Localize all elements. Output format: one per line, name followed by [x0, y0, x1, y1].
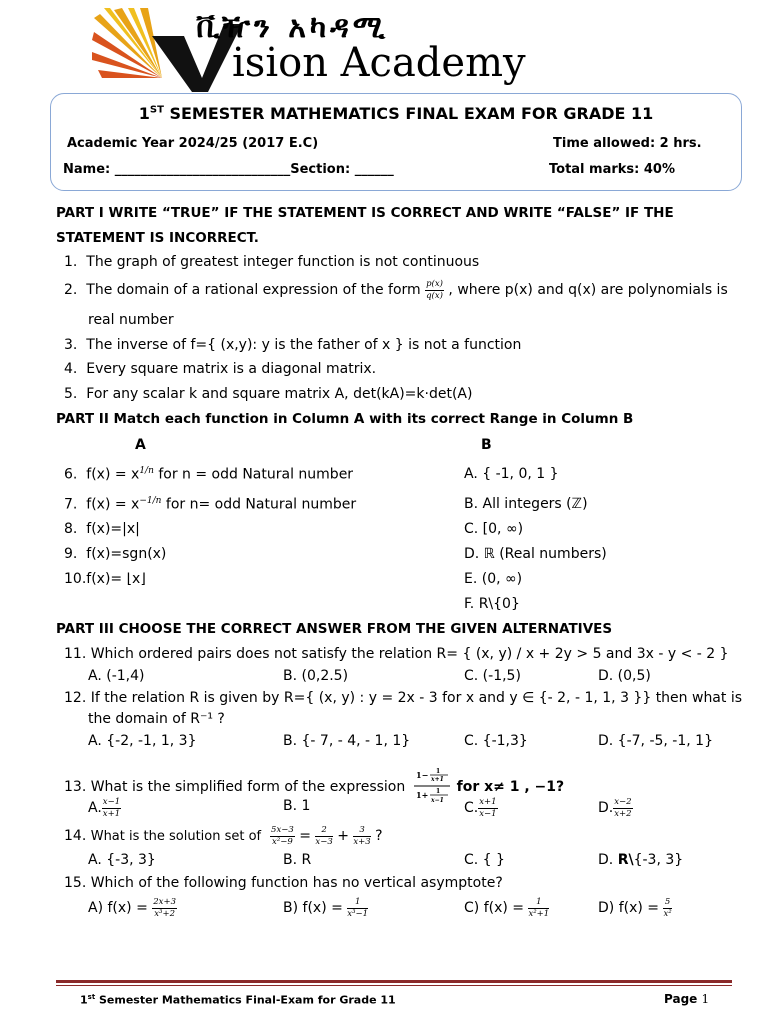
- svg-text:1: 1: [436, 768, 441, 775]
- option-f-range: F. R\{0}: [464, 596, 520, 612]
- footer-divider-thin: [56, 985, 732, 986]
- question-4: 4. Every square matrix is a diagonal matrix.: [64, 361, 377, 377]
- q13-choice-a: A. $\frac{x-1}{x+1}$: [88, 797, 121, 819]
- option-b-range: B. All integers (ℤ): [464, 496, 588, 512]
- q13-choice-b: B. 1: [283, 798, 311, 814]
- svg-text:1: 1: [436, 788, 441, 795]
- logo-english-text: ision Academy: [232, 40, 526, 86]
- question-6: 6. $f(x) = x^{1/n}$ for n = odd Natural number: [64, 466, 354, 483]
- q14-choice-b: B. R: [283, 852, 312, 868]
- column-a-header: A: [135, 437, 146, 453]
- q15-choice-a: A) f(x) = $\frac{2x+3}{\text{x³+2}}$: [88, 897, 176, 919]
- question-15: 15. Which of the following function has no vertical asymptote?: [64, 875, 503, 891]
- page-number: Page 1: [664, 992, 710, 1006]
- q13-choice-c: C. $\frac{x+1}{x-1}$: [464, 797, 497, 819]
- exam-header-box: [50, 93, 742, 191]
- q12-choice-c: C. {-1,3}: [464, 733, 528, 749]
- question-2: 2. The domain of a rational expression of the form $\frac{p(x)}{q(x)}$ , where p(x) and q(x) are polynomials is: [64, 279, 728, 301]
- svg-text:1−: 1−: [416, 770, 429, 780]
- option-c-range: C. [0, ∞): [464, 521, 524, 537]
- q11-choice-d: D. (0,5): [598, 668, 651, 684]
- column-b-header: B: [481, 437, 492, 453]
- option-d-range: D. ℝ (Real numbers): [464, 546, 607, 562]
- q13-compound-fraction: [414, 766, 452, 808]
- question-12: 12. If the relation R is given by R={ (x, y) : y = 2x - 3 for x and y ∈ {- 2, - 1, 1, 3 }} then what is: [64, 690, 743, 706]
- academic-year: Academic Year 2024/25 (2017 E.C): [67, 136, 319, 151]
- svg-text:x−1: x−1: [431, 797, 444, 804]
- part3-heading: PART III CHOOSE THE CORRECT ANSWER FROM THE GIVEN ALTERNATIVES: [56, 621, 613, 637]
- question-12-continued: the domain of R⁻¹ ?: [88, 711, 225, 727]
- question-10: 10.f(x)= ⌊x⌋: [64, 571, 146, 587]
- q13-choice-d: D. $\frac{x-2}{x+2}$: [598, 797, 632, 819]
- question-7: 7. $f(x) = x^{-1/n}$ for n= odd Natural number: [64, 496, 357, 513]
- question-9: 9. f(x)=sgn(x): [64, 546, 167, 562]
- fraction-p-over-q: $\frac{p(x)}{q(x)}$: [426, 279, 443, 301]
- q15-choice-c: C) f(x) = $\frac{1}{\text{x²+1}}$: [464, 897, 550, 919]
- part2-heading: PART II Match each function in Column A with its correct Range in Column B: [56, 411, 634, 427]
- part1-heading-line2: STATEMENT IS INCORRECT.: [56, 230, 259, 246]
- question-3: 3. The inverse of f={ (x,y): y is the father of x } is not a function: [64, 337, 522, 353]
- question-5: 5. For any scalar k and square matrix A, det(kA)=k·det(A): [64, 386, 473, 402]
- footer-divider-thick: [56, 980, 732, 983]
- total-marks: Total marks: 40%: [549, 162, 675, 177]
- svg-text:x+1: x+1: [431, 776, 444, 783]
- svg-text:1+: 1+: [416, 790, 429, 800]
- exam-title: 1ST SEMESTER MATHEMATICS FINAL EXAM FOR GRADE 11: [138, 104, 654, 123]
- question-13: 13. What is the simplified form of the expression 1− 1 x+1 1+ 1 x−1 for x≠ 1 , −1?: [64, 766, 564, 808]
- option-e-range: E. (0, ∞): [464, 571, 523, 587]
- question-1: 1. The graph of greatest integer function is not continuous: [64, 254, 480, 270]
- q11-choice-b: B. (0,2.5): [283, 668, 349, 684]
- logo-amharic-text: ቪዥን አካዳሚ: [196, 10, 389, 45]
- q12-choice-a: A. {-2, -1, 1, 3}: [88, 733, 197, 749]
- q11-choice-a: A. (-1,4): [88, 668, 145, 684]
- option-a-range: A. { -1, 0, 1 }: [464, 466, 559, 482]
- q14-choice-a: A. {-3, 3}: [88, 852, 156, 868]
- question-8: 8. f(x)=|x|: [64, 521, 140, 537]
- q11-choice-c: C. (-1,5): [464, 668, 521, 684]
- part1-heading-line1: PART I WRITE “TRUE” IF THE STATEMENT IS CORRECT AND WRITE “FALSE” IF THE: [56, 205, 674, 221]
- q12-choice-b: B. {- 7, - 4, - 1, 1}: [283, 733, 411, 749]
- q14-choice-c: C. { }: [464, 852, 505, 868]
- question-2-continued: real number: [88, 312, 174, 328]
- time-allowed: Time allowed: 2 hrs.: [553, 136, 702, 151]
- question-11: 11. Which ordered pairs does not satisfy the relation R= { (x, y) / x + 2y > 5 and 3x - y < - 2 }: [64, 646, 729, 662]
- q15-choice-b: B) f(x) = $\frac{1}{\text{x³−1}}$: [283, 897, 369, 919]
- name-section-field: Name: ___________________________Section: ______: [63, 162, 394, 177]
- q12-choice-d: D. {-7, -5, -1, 1}: [598, 733, 713, 749]
- q15-choice-d: D) f(x) = $\frac{5}{\text{x²}}$: [598, 897, 672, 919]
- q14-choice-d: D. R\{-3, 3}: [598, 852, 684, 868]
- footer-title: 1st Semester Mathematics Final-Exam for Grade 11: [80, 993, 396, 1007]
- question-14: 14. What is the solution set of $\frac{5x-3}{\text{x²−9}}$ = $\frac{2}{x-3}$ + $\frac{3}{x+3}$ ?: [64, 825, 383, 847]
